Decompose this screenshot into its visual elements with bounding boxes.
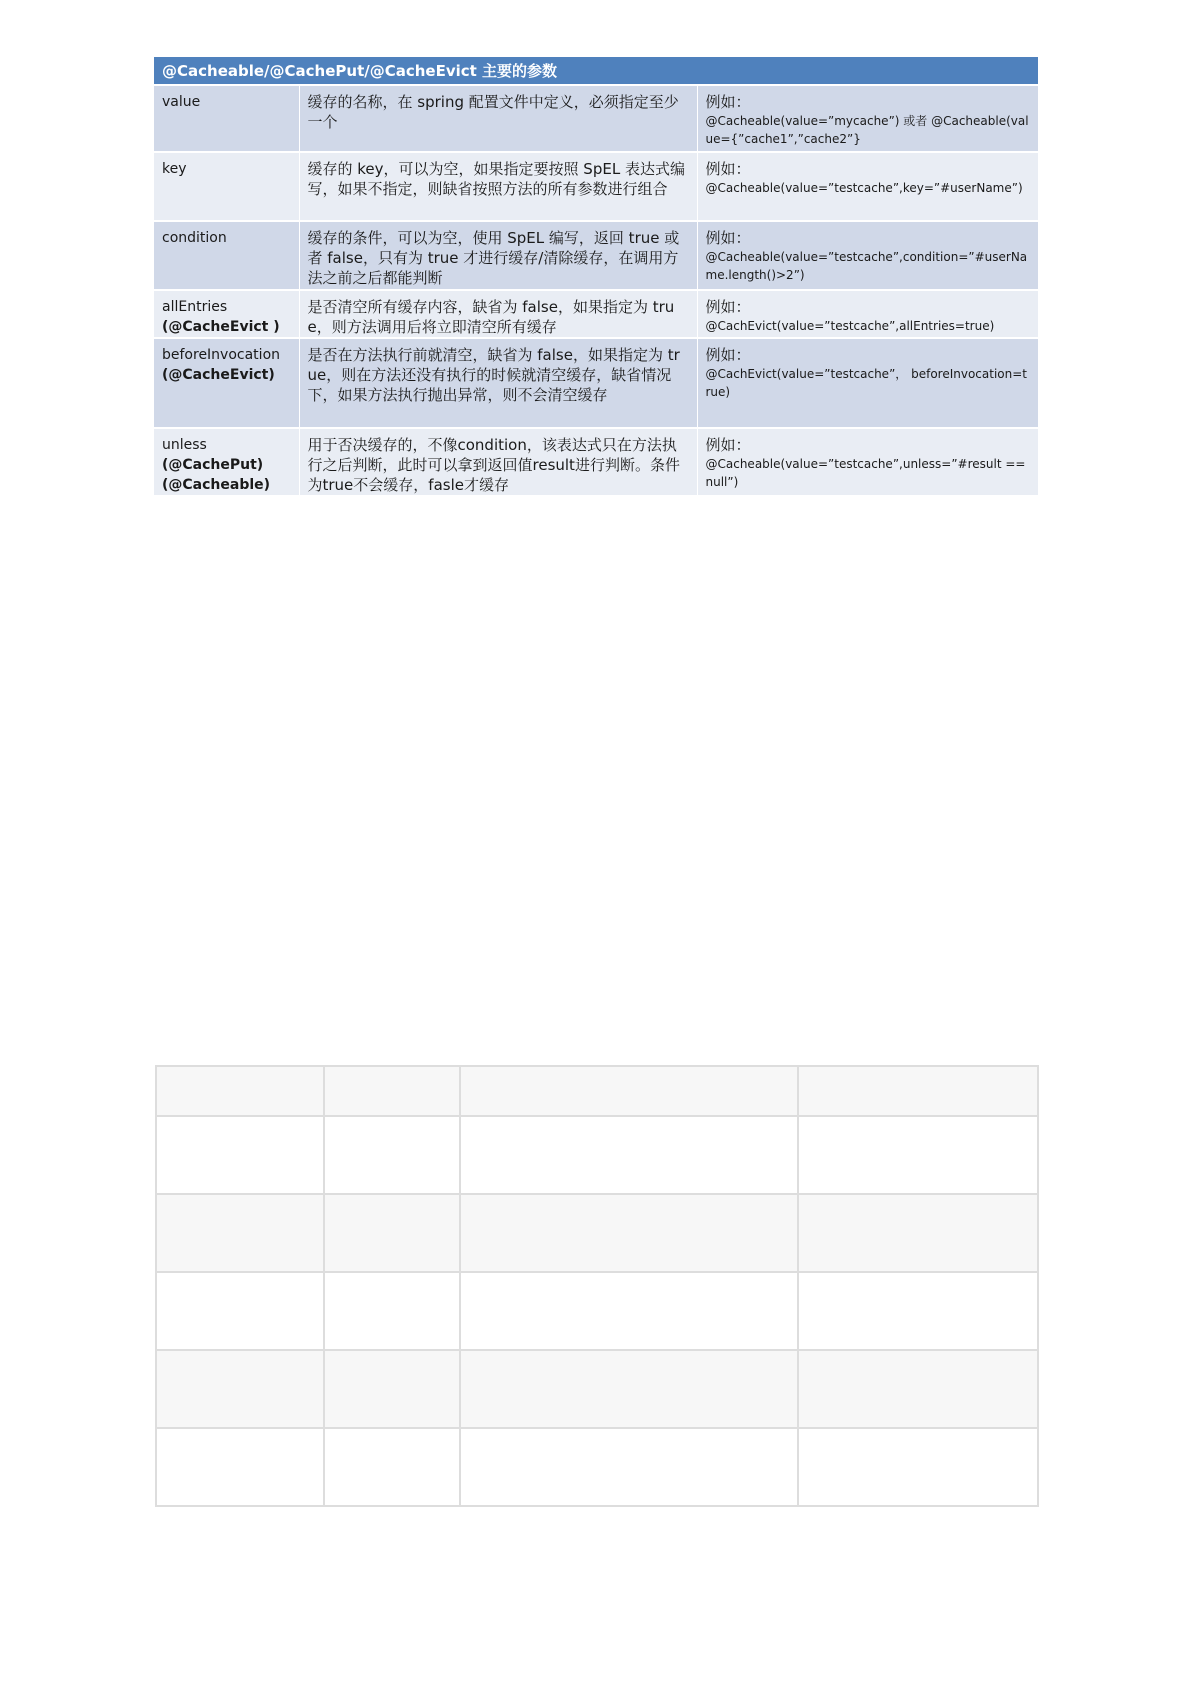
empty-cell: [798, 1272, 1038, 1350]
empty-cell: [324, 1116, 460, 1194]
empty-row: [156, 1116, 1038, 1194]
empty-cell: [324, 1428, 460, 1506]
param-name-cell: [154, 338, 299, 428]
empty-row: [156, 1350, 1038, 1428]
example-code: @CachEvict(value=”testcache”,allEntries=true): [705, 319, 995, 333]
param-example-cell: [697, 428, 1038, 496]
empty-cell: [798, 1428, 1038, 1506]
example-code: @Cacheable(value=”testcache”,condition=”#userName.length()>2”): [705, 250, 1028, 282]
empty-row: [156, 1428, 1038, 1506]
param-description: 缓存的条件，可以为空，使用 SpEL 编写，返回 true 或者 false，只有为 true 才进行缓存/清除缓存，在调用方法之前之后都能判断: [307, 229, 680, 287]
param-name: key: [162, 161, 187, 177]
example-label: 例如：: [705, 298, 751, 316]
empty-cell: [798, 1350, 1038, 1428]
example-code: @Cacheable(value=”testcache”,key=”#userName”): [705, 181, 1023, 195]
param-description-cell: [299, 221, 697, 290]
empty-grid-table: [155, 1065, 1039, 1507]
param-name: beforeInvocation: [162, 347, 281, 363]
param-name-cell: [154, 221, 299, 290]
example-label: 例如：: [705, 346, 751, 364]
param-name: value: [162, 94, 201, 110]
table-row: [154, 290, 1038, 338]
param-name: unless: [162, 437, 207, 453]
example-label: 例如：: [705, 229, 751, 247]
empty-cell: [324, 1272, 460, 1350]
table-row: [154, 85, 1038, 152]
empty-row: [156, 1272, 1038, 1350]
param-annotation: (@CacheEvict): [162, 367, 275, 383]
example-code: @Cacheable(value=”testcache”,unless=”#result == null”): [705, 457, 1026, 489]
param-annotation: (@CacheEvict ): [162, 319, 280, 335]
param-description-cell: [299, 428, 697, 496]
empty-cell: [460, 1428, 798, 1506]
example-code: @CachEvict(value=”testcache”， beforeInvocation=true): [705, 367, 1028, 399]
empty-header-cell: [156, 1066, 324, 1116]
empty-cell: [460, 1272, 798, 1350]
example-code: @Cacheable(value=”mycache”) 或者 @Cacheable(value={”cache1”,”cache2”}: [705, 114, 1029, 146]
table-row: [154, 221, 1038, 290]
empty-cell: [324, 1194, 460, 1272]
cache-params-table: [154, 57, 1038, 497]
param-description: 是否在方法执行前就清空，缺省为 false，如果指定为 true，则在方法还没有执行的时候就清空缓存，缺省情况下，如果方法执行抛出异常，则不会清空缓存: [307, 346, 680, 404]
param-description-cell: [299, 152, 697, 221]
param-description-cell: [299, 85, 697, 152]
empty-cell: [798, 1194, 1038, 1272]
param-example-cell: [697, 290, 1038, 338]
param-name: allEntries: [162, 299, 228, 315]
empty-cell: [156, 1428, 324, 1506]
param-description-cell: [299, 290, 697, 338]
empty-cell: [798, 1116, 1038, 1194]
empty-cell: [460, 1350, 798, 1428]
empty-header-row: [156, 1066, 1038, 1116]
example-label: 例如：: [705, 93, 751, 111]
param-description: 缓存的名称，在 spring 配置文件中定义，必须指定至少一个: [307, 93, 679, 131]
param-annotation: (@CachePut) (@Cacheable): [162, 457, 271, 493]
param-description-cell: [299, 338, 697, 428]
param-name-cell: [154, 428, 299, 496]
param-example-cell: [697, 85, 1038, 152]
param-example-cell: [697, 152, 1038, 221]
param-description: 用于否决缓存的，不像condition，该表达式只在方法执行之后判断，此时可以拿到返回值result进行判断。条件为true不会缓存，fasle才缓存: [307, 436, 680, 494]
param-description: 是否清空所有缓存内容，缺省为 false，如果指定为 true，则方法调用后将立即清空所有缓存: [307, 298, 675, 336]
empty-header-cell: [324, 1066, 460, 1116]
table-row: [154, 428, 1038, 496]
param-name: condition: [162, 230, 227, 246]
param-name-cell: [154, 85, 299, 152]
param-description: 缓存的 key，可以为空，如果指定要按照 SpEL 表达式编写，如果不指定，则缺省按照方法的所有参数进行组合: [307, 160, 685, 198]
table-header: @Cacheable/@CachePut/@CacheEvict 主要的参数: [154, 57, 1038, 85]
empty-cell: [156, 1194, 324, 1272]
param-name-cell: [154, 290, 299, 338]
empty-cell: [324, 1350, 460, 1428]
param-example-cell: [697, 221, 1038, 290]
empty-header-cell: [460, 1066, 798, 1116]
param-example-cell: [697, 338, 1038, 428]
empty-row: [156, 1194, 1038, 1272]
empty-cell: [156, 1116, 324, 1194]
table-row: [154, 152, 1038, 221]
table-row: [154, 338, 1038, 428]
param-name-cell: [154, 152, 299, 221]
example-label: 例如：: [705, 160, 751, 178]
empty-cell: [156, 1272, 324, 1350]
empty-cell: [156, 1350, 324, 1428]
empty-header-cell: [798, 1066, 1038, 1116]
empty-cell: [460, 1194, 798, 1272]
example-label: 例如：: [705, 436, 751, 454]
empty-cell: [460, 1116, 798, 1194]
